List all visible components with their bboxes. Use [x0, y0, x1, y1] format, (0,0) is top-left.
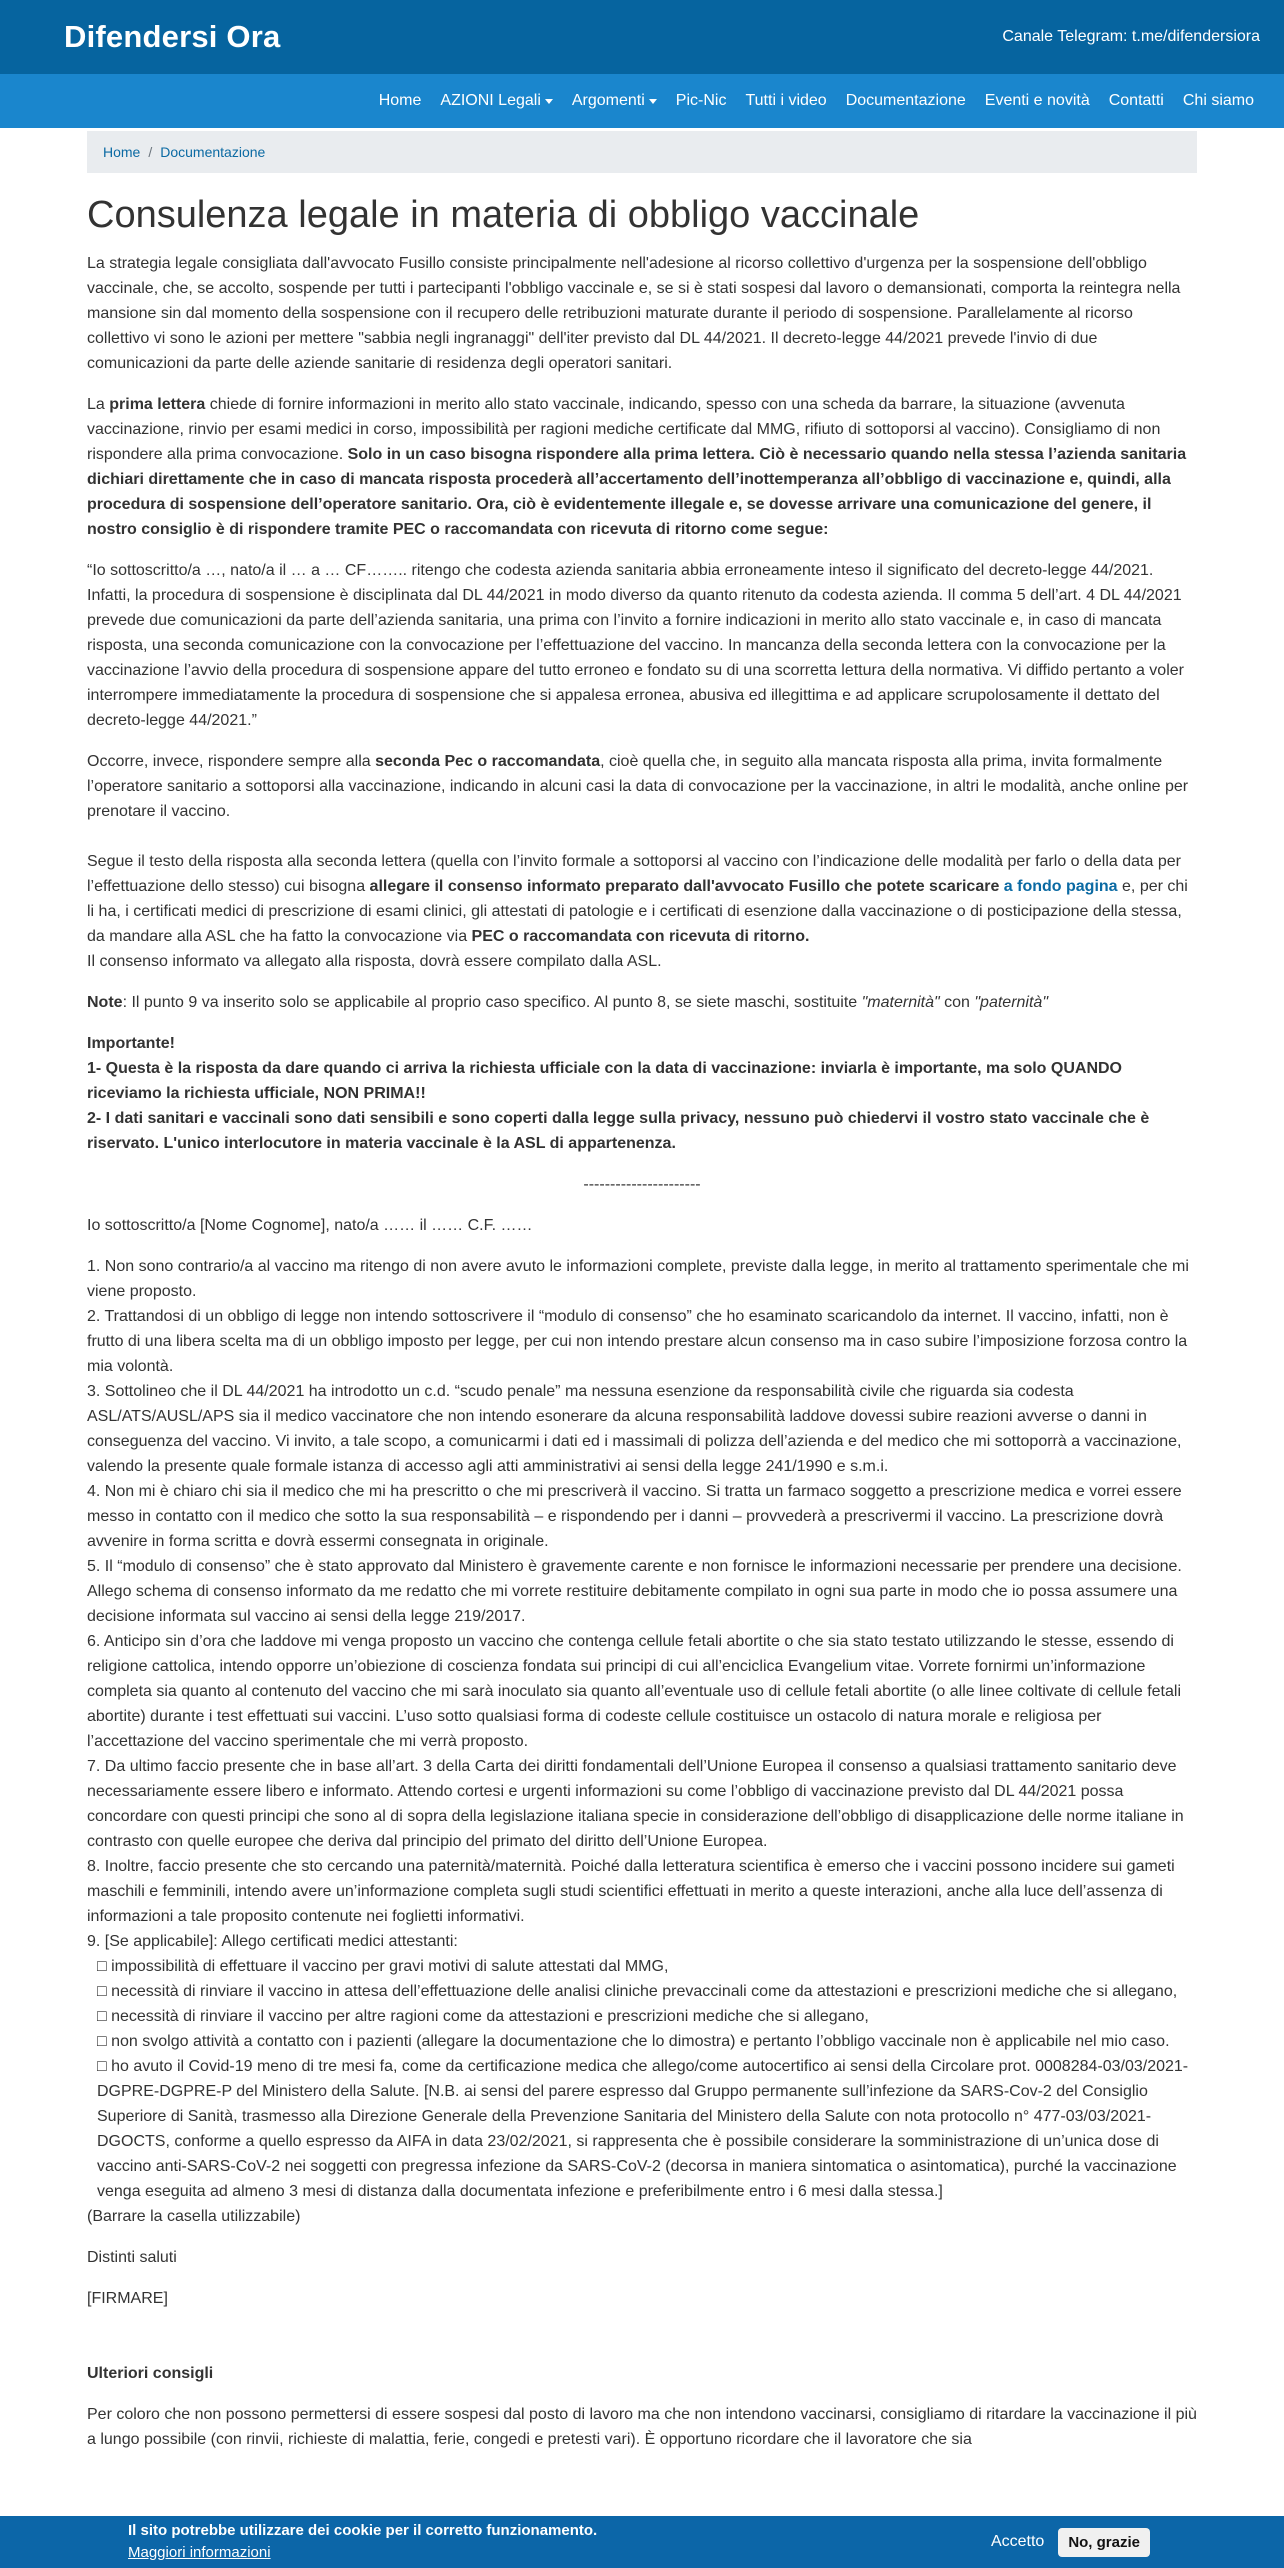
- breadcrumb-current[interactable]: Documentazione: [160, 144, 266, 160]
- nav-contatti[interactable]: [1109, 92, 1164, 110]
- reply-instructions-paragraph: [87, 849, 1197, 974]
- nav-chi-siamo-label: Chi siamo: [1182, 92, 1254, 109]
- important-point: 2- I dati sanitari e vaccinali sono dati sensibili e sono coperti dalla legge sulla privacy, nessuno può chiedervi il vostro stato vaccinale che è riservato. L'unico interlocutore in materia vaccinale è la ASL di appartenenza.: [87, 1109, 1150, 1152]
- letter-points-list: [87, 1254, 1197, 2229]
- first-letter-paragraph: [87, 392, 1197, 542]
- signature-placeholder: [FIRMARE]: [87, 2289, 168, 2307]
- nav-home[interactable]: [379, 92, 422, 110]
- second-letter-paragraph: [87, 749, 1197, 824]
- nav-chi-siamo[interactable]: [1183, 92, 1254, 110]
- list-item: 3. Sottolineo che il DL 44/2021 ha introdotto un c.d. “scudo penale” ma nessuna esenzione da responsabilità civile che riguarda sia codesta ASL/ATS/AUSL/APS sia il medico vaccinatore che non intendo esonerare da alcuna responsabilità laddove dovessi subire reazioni avverse o danni in conseguenza del vaccino. Vi invito, a tale scopo, a comunicarmi i dati ed i massimali di polizza dell’azienda e del medico che mi sottoporrà a vaccinazione, valendo la presente quale formale istanza di accesso agli atti amministrativi ai sensi della legge 241/1990 e s.m.i.: [87, 1382, 1182, 1475]
- text: La: [87, 395, 110, 413]
- important-block: [87, 1031, 1197, 1156]
- list-item: 7. Da ultimo faccio presente che in base all’art. 3 della Carta dei diritti fondamentali dell’Unione Europea il consenso a qualsiasi trattamento sanitario deve necessariamente essere libero e informato. Attendo cortesi e urgenti informazioni su come l’obbligo di vaccinazione previsto dal DL 44/2021 possa concordare con questi principi che sono al di sopra della legislazione italiana specie in considerazione dell’obbligo di disapplicazione delle norme italiane in contrasto con quelle europee che deriva dal principio del primato del diritto dell’Unione Europea.: [87, 1757, 1184, 1850]
- bold-text: seconda Pec o raccomandata: [375, 752, 601, 770]
- closing-salutation: Distinti saluti: [87, 2248, 177, 2266]
- breadcrumb-home[interactable]: Home: [103, 144, 141, 160]
- page-title: Consulenza legale in materia di obbligo vaccinale: [87, 194, 920, 236]
- checkbox-item: □ ho avuto il Covid-19 meno di tre mesi fa, come da certificazione medica che allego/come autocertifico ai sensi della Circolare prot. 0008284-03/03/2021-DGPRE-DGPRE-P del Ministero della Salute. [N.B. ai sensi del parere espresso dal Gruppo permanente sull’infezione da SARS-Cov-2 del Consiglio Superiore di Sanità, trasmesso alla Direzione Generale della Prevenzione Sanitaria del Ministero della Salute con nota protocollo n° 477-03/03/2021-DGOCTS, conforme a quello espresso da AIFA in data 23/02/2021, si rappresenta che è possibile considerare la somministrazione di un’unica dose di vaccino anti-SARS-CoV-2 nei soggetti con pregressa infezione da SARS-CoV-2 (decorsa in maniera sintomatica o asintomatica), purché la vaccinazione venga eseguita ad almeno 3 mesi di distanza dalla documentata infezione e preferibilmente entro i 6 mesi dalla stessa.]: [97, 2057, 1189, 2200]
- important-point: 1- Questa è la risposta da dare quando ci arriva la richiesta ufficiale con la data di vaccinazione: inviarla è importante, ma solo QUANDO riceviamo la richiesta ufficiale, NON PRIMA!!: [87, 1059, 1122, 1102]
- breadcrumb: [87, 131, 1197, 173]
- checkbox-item: □ necessità di rinviare il vaccino in attesa dell’effettuazione delle analisi cliniche prevaccinali come da attestazioni e prescrizioni mediche che si allegano,: [97, 1982, 1178, 2000]
- text: Occorre, invece, rispondere sempre alla: [87, 752, 376, 770]
- nav-eventi-label: Eventi e novità: [984, 92, 1090, 109]
- nav-documentazione[interactable]: [846, 92, 966, 110]
- bottom-page-link[interactable]: a fondo pagina: [1003, 877, 1118, 895]
- spacer: [87, 2327, 1197, 2361]
- nav-contatti-label: Contatti: [1108, 92, 1164, 109]
- content-container: [87, 131, 1197, 2452]
- checkbox-item: □ impossibilità di effettuare il vaccino per gravi motivi di salute attestati dal MMG,: [97, 1957, 669, 1975]
- list-item: 6. Anticipo sin d’ora che laddove mi venga proposto un vaccino che contenga cellule fetali abortite o che sia stato testato utilizzando le stesse, essendo di religione cattolica, intendo opporre un’obiezione di coscienza fondata sui principi di cui all’enciclica Evangelium vitae. Vorrete fornirmi un’informazione completa sia quanto al contenuto del vaccino che mi sarà inoculato sia quanto all’eventuale uso di cellule fetali abortite (o alle linee coltivate di cellule fetali abortite) durante i test effettuati sui vaccini. L’uso sotto qualsiasi forma di codeste cellule costituisce un ostacolo di natura morale e religiosa per l’accettazione del vaccino sperimentale che mi verrà proposto.: [87, 1632, 1181, 1750]
- bold-text: Note: [87, 993, 123, 1011]
- chevron-down-icon: [545, 99, 553, 104]
- site-brand[interactable]: Difendersi Ora: [64, 19, 281, 54]
- nav-argomenti[interactable]: [572, 92, 657, 110]
- checkbox-item: □ necessità di rinviare il vaccino per altre ragioni come da attestazioni e prescrizioni mediche che si allegano,: [97, 2007, 869, 2025]
- italic-text: "paternità": [974, 993, 1048, 1011]
- spacer: [87, 840, 1197, 849]
- intro-paragraph: La strategia legale consigliata dall'avvocato Fusillo consiste principalmente nell'adesione al ricorso collettivo d'urgenza per la sospensione dell'obbligo vaccinale, che, se accolto, sospende per tutti i partecipanti l'obbligo vaccinale e, se si è stati sospesi dal lavoro o demansionati, comporta la reintegra nella mansione sin dal momento della sospensione con il recupero delle retribuzioni maturate durante il periodo di sospensione. Parallelamente al ricorso collettivo vi sono le azioni per mettere "sabbia negli ingranaggi" dell'iter previsto dal DL 44/2021. Il decreto-legge 44/2021 prevede l'invio di due comunicazioni da parte delle aziende sanitarie di residenza degli operatori sanitari.: [87, 254, 1181, 372]
- checkbox-item: □ non svolgo attività a contatto con i pazienti (allegare la documentazione che lo dimostra) e pertanto l’obbligo vaccinale non è applicabile nel mio caso.: [97, 2032, 1170, 2050]
- nav-azioni-legali-label: AZIONI Legali: [440, 92, 541, 109]
- list-item: 1. Non sono contrario/a al vaccino ma ritengo di non avere avuto le informazioni complete, previste dalla legge, in merito al trattamento sperimentale che mi viene proposto.: [87, 1257, 1189, 1300]
- nav-argomenti-label: Argomenti: [571, 92, 645, 109]
- text: : Il punto 9 va inserito solo se applicabile al proprio caso specifico. Al punto 8, se siete maschi, sostituite: [122, 993, 862, 1011]
- cookie-more-info-link[interactable]: Maggiori informazioni: [128, 2544, 271, 2561]
- main-navigation: [0, 74, 1284, 128]
- list-item: 9. [Se applicabile]: Allego certificati medici attestanti:: [87, 1932, 458, 1950]
- cookie-banner: [0, 2516, 1284, 2568]
- text: , cioè quella che, in seguito alla mancata risposta alla prima, invita formalmente l’operatore sanitario a sottoporsi alla vaccinazione, indicando in alcuni casi la data di convocazione per la vaccinazione, in altri le modalità, anche online per prenotare il vaccino.: [87, 752, 1189, 820]
- top-header: [0, 0, 1284, 74]
- cookie-accept-button[interactable]: Accetto: [990, 2533, 1045, 2550]
- nav-eventi[interactable]: [985, 92, 1090, 110]
- cookie-reject-button[interactable]: No, grazie: [1058, 2528, 1150, 2557]
- cookie-text: Il sito potrebbe utilizzare dei cookie per il corretto funzionamento.: [128, 2522, 598, 2539]
- list-item: 4. Non mi è chiaro chi sia il medico che mi ha prescritto o che mi prescriverà il vaccino. Si tratta un farmaco soggetto a prescrizione medica e vorrei essere messo in contatto con il medico che sotto la sua responsabilità – e rispondendo per i danni – provvederà a prescrivermi il vaccino. La prescrizione dovrà avvenire in forma scritta e dovrà essermi consegnata in originale.: [87, 1482, 1182, 1550]
- text: Segue il testo della risposta alla seconda lettera (quella con l’invito formale a sottoporsi al vaccino con l’indicazione delle modalità per farlo o della data per l’effettuazione dello stesso) cui bisogna: [87, 852, 1181, 895]
- nav-pic-nic-label: Pic-Nic: [675, 92, 727, 109]
- list-item: 5. Il “modulo di consenso” che è stato approvato dal Ministero è gravemente carente e non fornisce le informazioni necessarie per prendere una decisione. Allego schema di consenso informato da me redatto che mi vorrete restituire debitamente compilato in ogni sua parte in modo che io possa assumere una decisione informata sul vaccino ai sensi della legge 219/2017.: [87, 1557, 1182, 1625]
- note-paragraph: [87, 990, 1197, 1015]
- nav-documentazione-label: Documentazione: [845, 92, 966, 109]
- further-advice-paragraph: Per coloro che non possono permettersi di essere sospesi dal posto di lavoro ma che non intendono vaccinarsi, consigliamo di ritardare la vaccinazione il più a lungo possibile (con rinvii, richieste di malattia, ferie, congedi e pretesti vari). È opportuno ricordare che il lavoratore che sia: [87, 2405, 1197, 2448]
- cookie-actions: [991, 2528, 1150, 2557]
- letter-intro: Io sottoscritto/a [Nome Cognome], nato/a …… il …… C.F. ……: [87, 1216, 533, 1234]
- chevron-down-icon: [649, 99, 657, 104]
- nav-pic-nic[interactable]: [676, 92, 727, 110]
- important-title: Importante!: [87, 1034, 175, 1052]
- nav-tutti-i-video[interactable]: [745, 92, 826, 110]
- barrare-note: (Barrare la casella utilizzabile): [87, 2207, 301, 2225]
- bold-text: PEC o raccomandata con ricevuta di ritorno.: [471, 927, 810, 945]
- bold-text: Solo in un caso bisogna rispondere alla prima lettera. Ciò è necessario quando nella stessa l’azienda sanitaria dichiari direttamente che in caso di mancata risposta procederà all’accertamento dell’inottemperanza all’obbligo di vaccinazione e, quindi, alla procedura di sospensione dell’operatore sanitario. Ora, ciò è evidentemente illegale e, se dovesse arrivare una comunicazione del genere, il nostro consiglio è di rispondere tramite PEC o raccomandata con ricevuta di ritorno come segue:: [87, 445, 1187, 538]
- breadcrumb-separator: /: [148, 144, 153, 160]
- bold-text: allegare il consenso informato preparato dall'avvocato Fusillo che potete scaricare: [369, 877, 1000, 895]
- text: chiede di fornire informazioni in merito allo stato vaccinale, indicando, spesso con una scheda da barrare, la situazione (avvenuta vaccinazione, rinvio per esami medici in corso, impossibilità per ragioni mediche certificate dal MMG, rifiuto di sottoporsi al vaccino). Consigliamo di non rispondere alla prima convocazione.: [87, 395, 1161, 463]
- quoted-reply: “Io sottoscritto/a …, nato/a il … a … CF…….. ritengo che codesta azienda sanitaria abbia erroneamente inteso il significato del decreto-legge 44/2021. Infatti, la procedura di sospensione è disciplinata dal DL 44/2021 in modo diverso da quanto ritenuto da codesta azienda. Il comma 5 dell’art. 4 DL 44/2021 prevede due comunicazioni da parte dell’azienda sanitaria, una prima con l’invito a fornire indicazioni in merito allo stato vaccinale e, in caso di mancata risposta, una seconda comunicazione con la convocazione per l’effettuazione del vaccino. In mancanza della seconda lettera con la convocazione per la vaccinazione l’avvio della procedura di sospensione appare del tutto erroneo e fondato su di una scorretta lettura della normativa. Vi diffido pertanto a voler interrompere immediatamente la procedura di sospensione che si appalesa erronea, abusiva ed illegittima e ad applicare scrupolosamente il dettato del decreto-legge 44/2021.”: [87, 561, 1184, 729]
- bold-text: prima lettera: [109, 395, 206, 413]
- further-advice-title: [87, 2361, 1197, 2386]
- text: Il consenso informato va allegato alla risposta, dovrà essere compilato dalla ASL.: [87, 952, 662, 970]
- list-item: 8. Inoltre, faccio presente che sto cercando una paternità/maternità. Poiché dalla letteratura scientifica è emerso che i vaccini possono incidere sui gameti maschili e femminili, intendo avere un’informazione completa sugli studi scientifici effettuati in merito a queste interazioni, anche alla luce dell’assenza di informazioni a tale proposito contenute nei foglietti informativi.: [87, 1857, 1175, 1925]
- cookie-message: [128, 2520, 597, 2564]
- italic-text: "maternità": [861, 993, 940, 1011]
- telegram-link[interactable]: Canale Telegram: t.me/difendersiora: [1002, 28, 1260, 45]
- list-item: 2. Trattandosi di un obbligo di legge non intendo sottoscrivere il “modulo di consenso” che ho esaminato scaricandolo da internet. Il vaccino, infatti, non è frutto di una libera scelta ma di un obbligo imposto per legge, per cui non intendo prestare alcun consenso ma in caso subire l’imposizione forzosa contro la mia volontà.: [87, 1307, 1188, 1375]
- separator-line: ----------------------: [583, 1175, 701, 1193]
- text: con: [939, 993, 975, 1011]
- nav-azioni-legali[interactable]: [440, 92, 552, 110]
- text: e, per chi li ha, i certificati medici di prescrizione di esami clinici, gli attestati di patologie e i certificati di esenzione dalla vaccinazione o di posticipazione della stessa, da mandare alla ASL che ha fatto la convocazione via: [87, 877, 1188, 945]
- bold-text: Ulteriori consigli: [87, 2364, 214, 2382]
- nav-home-label: Home: [378, 92, 422, 109]
- nav-tutti-i-video-label: Tutti i video: [745, 92, 827, 109]
